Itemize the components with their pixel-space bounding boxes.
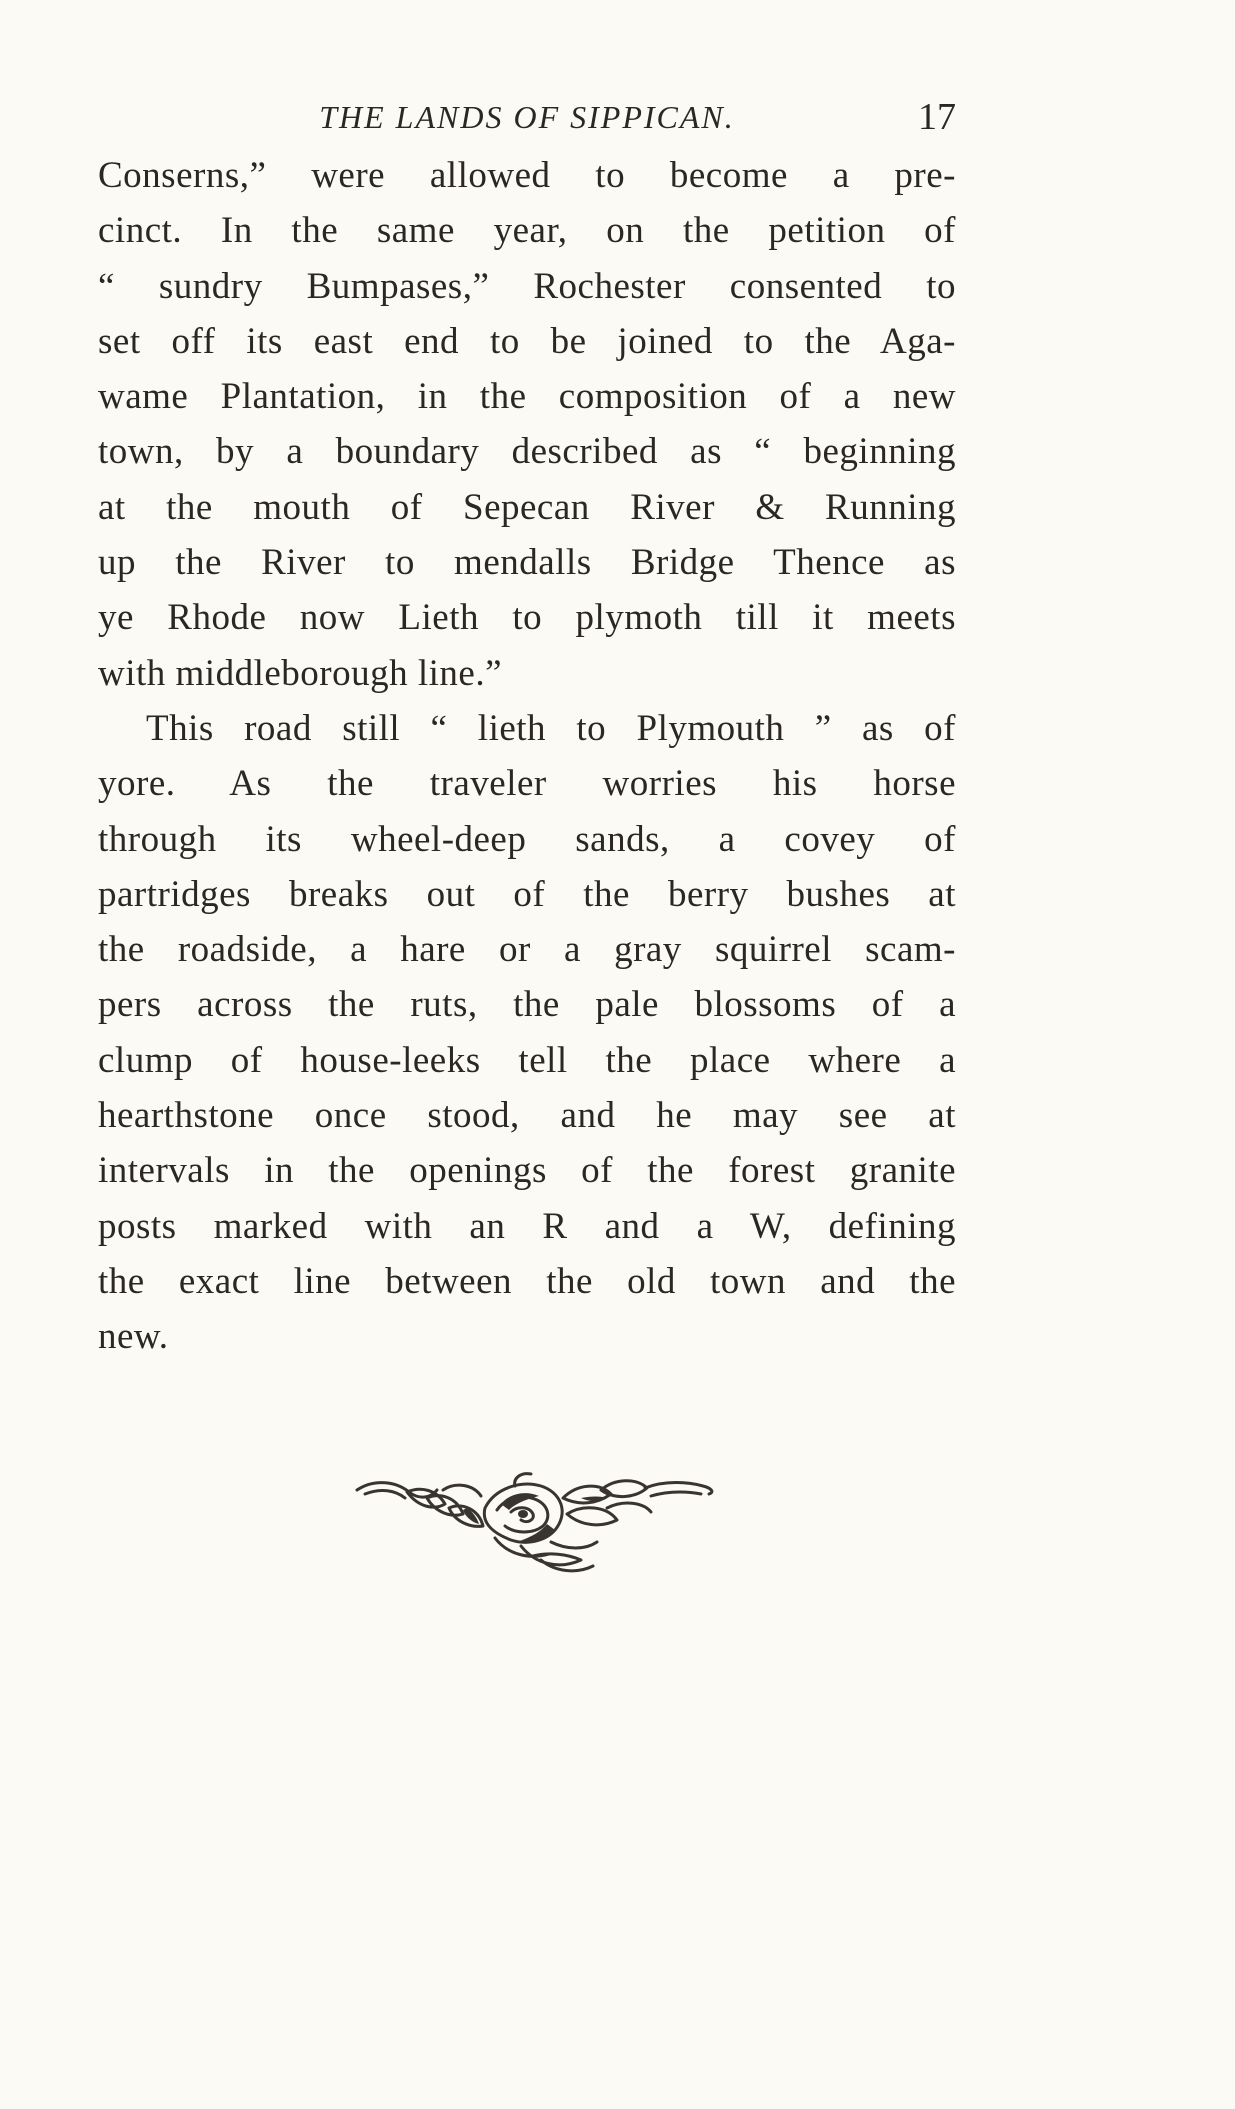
text-line: town, by a boundary described as “ beginning <box>98 431 956 473</box>
running-head <box>98 92 956 142</box>
text-line: intervals in the openings of the forest granite <box>98 1150 956 1192</box>
text-line: yore. As the traveler worries his horse <box>98 763 956 805</box>
text-line: the exact line between the old town and the <box>98 1260 956 1302</box>
text-line: up the River to mendalls Bridge Thence as <box>98 542 956 584</box>
text-line: Conserns,” were allowed to become a pre- <box>98 155 956 196</box>
text-line: posts marked with an R and a W, defining <box>98 1205 956 1247</box>
text-line: ye Rhode now Lieth to plymoth till it meets <box>98 597 956 639</box>
text-line: through its wheel-deep sands, a covey of <box>98 818 956 860</box>
text-line: clump of house-leeks tell the place where a <box>98 1039 956 1081</box>
page-number: 17 <box>918 96 956 138</box>
text-line: set off its east end to be joined to the Aga- <box>98 320 956 362</box>
text-line: new. <box>98 1316 169 1358</box>
text-line: at the mouth of Sepecan River & Running <box>98 486 956 528</box>
text-line: partridges breaks out of the berry bushes at <box>98 873 956 915</box>
text-line: “ sundry Bumpases,” Rochester consented to <box>98 265 956 307</box>
body-text <box>98 148 956 1365</box>
text-line: pers across the ruts, the pale blossoms of a <box>98 984 956 1026</box>
text-line: This road still “ lieth to Plymouth ” as of <box>146 707 956 749</box>
text-line: with middleborough line.” <box>98 652 503 694</box>
text-line: cinct. In the same year, on the petition of <box>98 210 956 252</box>
text-line: wame Plantation, in the composition of a new <box>98 376 956 418</box>
text-line: the roadside, a hare or a gray squirrel scam- <box>98 929 956 971</box>
text-line: hearthstone once stood, and he may see at <box>98 1095 956 1137</box>
running-title: THE LANDS OF SIPPICAN. <box>319 99 735 135</box>
tailpiece-ornament-icon <box>345 1468 725 1578</box>
